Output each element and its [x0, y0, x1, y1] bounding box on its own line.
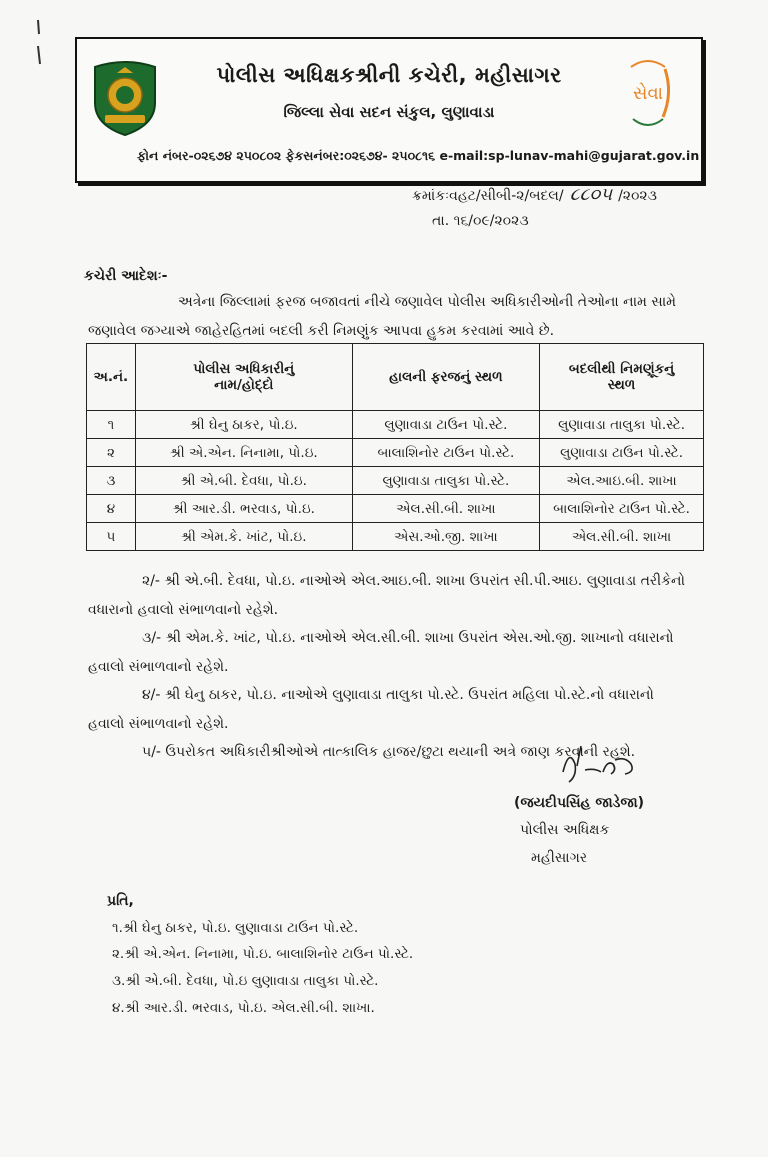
cell-officer: શ્રી એ.એન. નિનામા, પો.ઇ. [135, 439, 352, 467]
cell-officer: શ્રી એમ.કે. ખાંટ, પો.ઇ. [135, 523, 352, 551]
header-officer: પોલીસ અધિકારીનું નામ/હોદ્દો [135, 344, 352, 411]
cell-serial: ૩ [87, 467, 136, 495]
table-row [87, 411, 704, 439]
table-row [87, 495, 704, 523]
cell-current: લુણાવાડા ટાઉન પો.સ્ટે. [352, 411, 539, 439]
reference-prefix: ક્રમાંકઃવહટ/સીબી-૨/બદલ/ [412, 188, 564, 204]
signatory-place: મહીસાગર [531, 850, 588, 866]
clause-2-line-2: વધારાનો હવાલો સંભાળવાનો રહેશે. [88, 602, 279, 618]
margin-mark [30, 18, 46, 68]
copy-recipient: ૧.શ્રી ઘેનુ ઠાકર, પો.ઇ. લુણાવાડા ટાઉન પો.સ્ટે. [112, 920, 359, 936]
order-heading: કચેરી આદેશઃ- [84, 268, 168, 284]
table-row [87, 467, 704, 495]
intro-line-2: જણાવેલ જગ્યાએ જાહેરહિતમાં બદલી કરી નિમણુંક આપવા હુકમ કરવામાં આવે છે. [88, 323, 555, 339]
clause-2-line-1: ૨/- શ્રી એ.બી. દેવધા, પો.ઇ. નાઓએ એલ.આઇ.બી. શાખા ઉપરાંત સી.પી.આઇ. લુણાવાડા તરીકેનો [142, 573, 685, 589]
header-serial: અ.નં. [87, 344, 136, 411]
table-row [87, 523, 704, 551]
cell-serial: ૫ [87, 523, 136, 551]
intro-line-1: અત્રેના જિલ્લામાં ફરજ બજાવતાં નીચે જણાવેલ પોલીસ અધિકારીઓની તેઓના નામ સામે [178, 294, 677, 310]
transfer-table [86, 343, 704, 551]
seva-logo-text: સેવા [632, 83, 664, 104]
clause-3-line-2: હવાલો સંભાળવાનો રહેશે. [88, 659, 229, 675]
order-date: તા. ૧૬/૦૯/૨૦૨૩ [432, 213, 529, 229]
cell-new: એલ.આઇ.બી. શાખા [540, 467, 704, 495]
copy-recipient: ૩.શ્રી એ.બી. દેવધા, પો.ઇ લુણાવાડા તાલુકા પો.સ્ટે. [112, 973, 379, 989]
clause-4-line-2: હવાલો સંભાળવાનો રહેશે. [88, 716, 229, 732]
cell-new: લુણાવાડા તાલુકા પો.સ્ટે. [540, 411, 704, 439]
reference-suffix: /૨૦૨૩ [618, 188, 657, 204]
clause-4-line-1: ૪/- શ્રી ઘેનુ ઠાકર, પો.ઇ. નાઓએ લુણાવાડા તાલુકા પો.સ્ટે. ઉપરાંત મહિલા પો.સ્ટે.નો વધારાનો [142, 687, 654, 703]
signature-mark [555, 742, 645, 794]
clause-3-line-1: ૩/- શ્રી એમ.કે. ખાંટ, પો.ઇ. નાઓએ એલ.સી.બી. શાખા ઉપરાંત એસ.ઓ.જી. શાખાનો વધારાનો [142, 630, 674, 646]
cell-officer: શ્રી ઘેનુ ઠાકર, પો.ઇ. [135, 411, 352, 439]
clause-5-line-1: ૫/- ઉપરોકત અધિકારીશ્રીઓએ તાત્કાલિક હાજર/છુટા થયાની અત્રે જાણ કરવાની રહશે. [142, 744, 636, 760]
reference-handwritten-number: ૮૮૦૫ [569, 184, 613, 205]
table-header-row [87, 344, 704, 411]
cell-serial: ૪ [87, 495, 136, 523]
copy-recipient: ૨.શ્રી એ.એન. નિનામા, પો.ઇ. બાલાશિનોર ટાઉન પો.સ્ટે. [112, 946, 414, 962]
copy-recipient: ૪.શ્રી આર.ડી. ભરવાડ, પો.ઇ. એલ.સી.બી. શાખા. [112, 1000, 375, 1016]
letterhead [75, 37, 703, 183]
header-new-posting: બદલીથી નિમણૂંકનું સ્થળ [540, 344, 704, 411]
office-contact: ફોન નંબર-૦૨૬૭૪ ૨૫૦૮૦૨ ફેકસનંબર:૦૨૬૭૪- ૨૫૦૮૧૬ e-mail:sp-lunav-mahi@gujarat.gov.in [137, 148, 700, 163]
office-address: જિલ્લા સેવા સદન સંકુલ, લુણાવાડા [283, 103, 495, 121]
office-title: પોલીસ અધિક્ષકશ્રીની કચેરી, મહીસાગર [216, 63, 562, 87]
cell-current: બાલાશિનોર ટાઉન પો.સ્ટે. [352, 439, 539, 467]
cell-current: એલ.સી.બી. શાખા [352, 495, 539, 523]
cell-current: એસ.ઓ.જી. શાખા [352, 523, 539, 551]
header-current-posting: હાલની ફરજનું સ્થળ [352, 344, 539, 411]
table-row [87, 439, 704, 467]
copies-heading: પ્રતિ, [107, 893, 134, 909]
cell-new: લુણાવાડા ટાઉન પો.સ્ટે. [540, 439, 704, 467]
cell-officer: શ્રી આર.ડી. ભરવાડ, પો.ઇ. [135, 495, 352, 523]
signatory-name: (જયદીપસિંહ જાડેજા) [514, 795, 645, 811]
signatory-title: પોલીસ અધિક્ષક [520, 822, 610, 838]
cell-new: બાલાશિનોર ટાઉન પો.સ્ટે. [540, 495, 704, 523]
cell-serial: ૨ [87, 439, 136, 467]
cell-current: લુણાવાડા તાલુકા પો.સ્ટે. [352, 467, 539, 495]
seva-logo-icon [621, 49, 675, 135]
cell-serial: ૧ [87, 411, 136, 439]
cell-officer: શ્રી એ.બી. દેવધા, પો.ઇ. [135, 467, 352, 495]
reference-number [412, 184, 657, 205]
cell-new: એલ.સી.બી. શાખા [540, 523, 704, 551]
